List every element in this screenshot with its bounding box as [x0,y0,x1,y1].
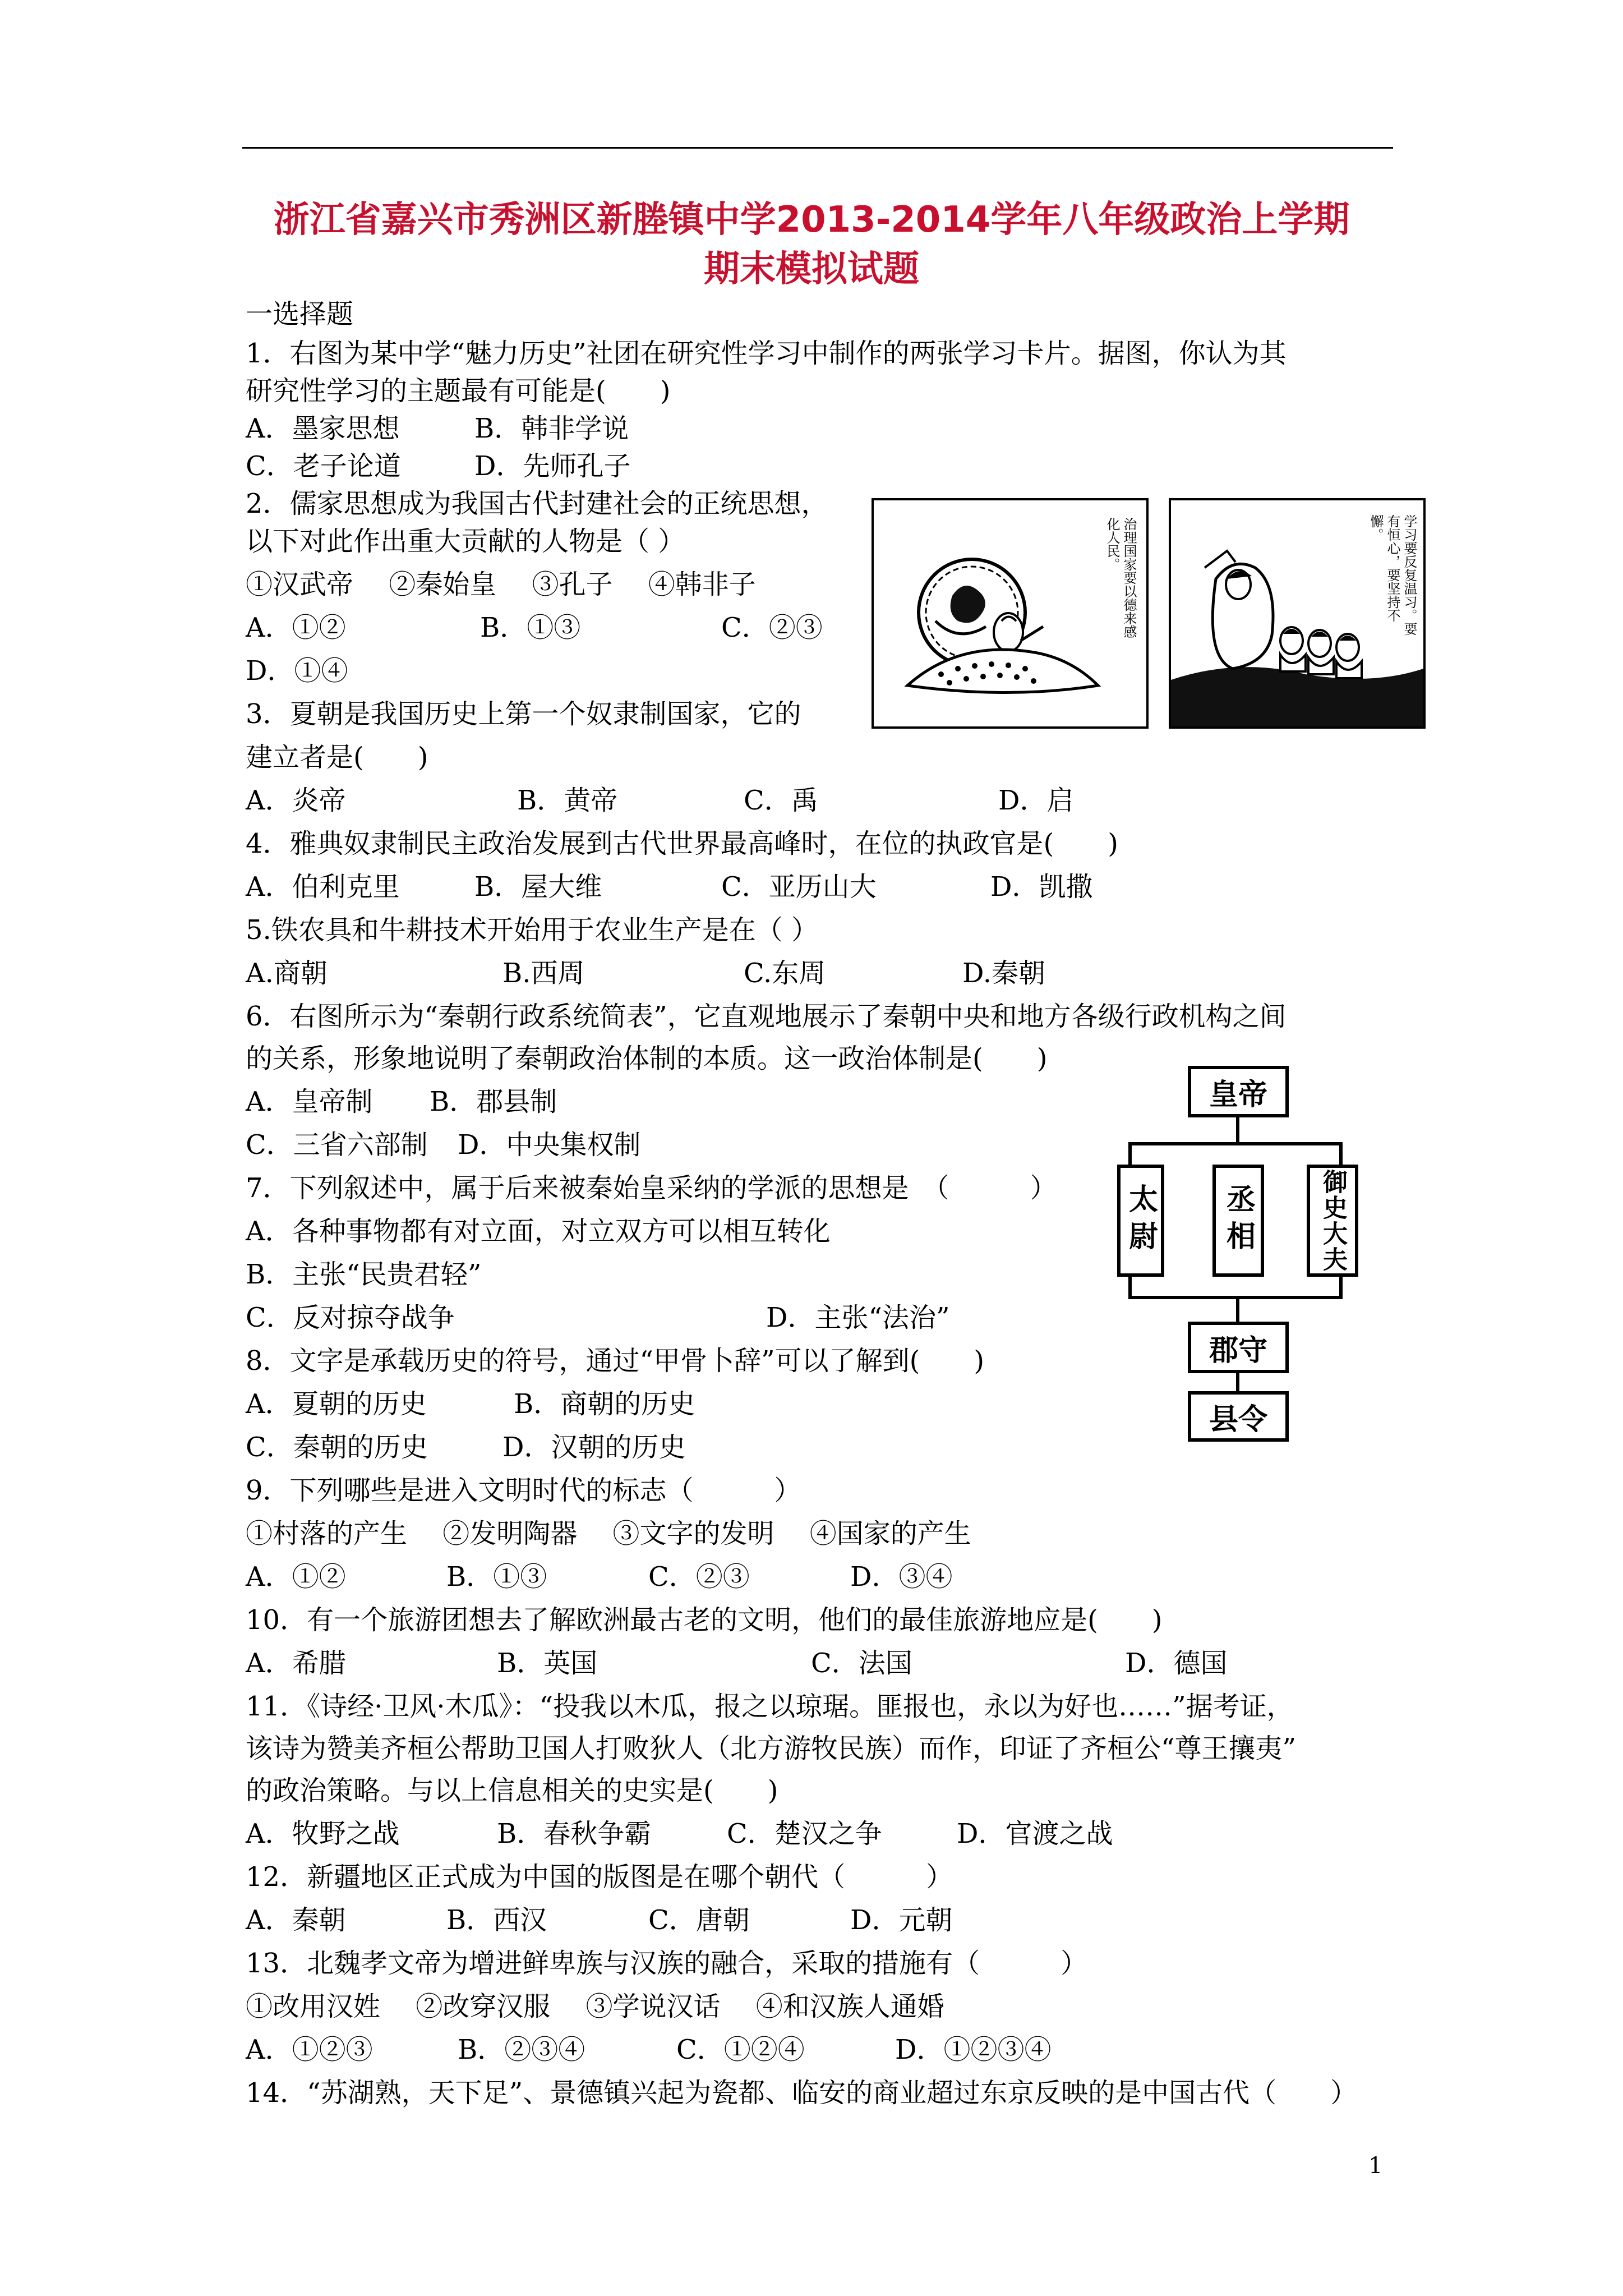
option-c: C.东周 [744,958,826,989]
question-8-text: 8．文字是承载历史的符号，通过“甲骨卜辞”可以了解到( ) [246,1345,985,1377]
option-b: B．韩非学说 [474,413,629,444]
option-b: B．②③④ [458,2034,585,2065]
question-4-text: 4．雅典奴隶制民主政治发展到古代世界最高峰时，在位的执政官是( ) [246,828,1118,859]
xianling-box: 县令 [1188,1391,1289,1442]
option-a: A．各种事物都有对立面，对立双方可以相互转化 [246,1216,831,1247]
option-d: D．凯撒 [990,871,1093,903]
question-7-text: 7．下列叙述中，属于后来被秦始皇采纳的学派的思想是 （ ） [246,1172,1057,1204]
page-number: 1 [1368,2153,1383,2179]
option-d: D．主张“法治” [766,1302,950,1333]
question-2-text: 2．儒家思想成为我国古代封建社会的正统思想， [246,488,828,519]
emperor-box: 皇帝 [1188,1066,1289,1117]
question-12-text: 12．新疆地区正式成为中国的版图是在哪个朝代（ ） [246,1861,953,1893]
option-b: B．①③ [480,612,581,643]
chengxiang-box: 丞相 [1212,1165,1264,1277]
connector-line [1236,1117,1239,1144]
question-2-text-cont: 以下对此作出重大贡献的人物是（ ） [246,526,685,557]
question-3-text: 3．夏朝是我国历史上第一个奴隶制国家，它的 [246,698,801,730]
option-b: B.西周 [502,958,585,989]
question-1-text-cont: 研究性学习的主题最有可能是( ) [246,375,671,407]
option-d: D．先师孔子 [474,450,631,482]
option-d: D.秦朝 [962,958,1046,989]
option-c: C．唐朝 [648,1904,750,1936]
option-a: A．秦朝 [246,1904,346,1936]
option-a: A．皇帝制 [246,1086,373,1117]
option-b: B．黄帝 [517,785,618,816]
option-c: C．①②④ [676,2034,805,2065]
connector-line [1128,1142,1343,1145]
option-d: D．中央集权制 [458,1129,641,1161]
option-b: B．英国 [497,1648,598,1679]
option-c: C．楚汉之争 [727,1818,882,1849]
option-b: B．西汉 [446,1904,547,1936]
option-b: B．郡县制 [430,1086,557,1117]
question-9-text: 9．下列哪些是进入文明时代的标志（ ） [246,1475,801,1506]
card-1-caption: 治理国家要以德来感化人民。 [1104,517,1137,638]
option-c: C．禹 [744,785,818,816]
option-c: C．②③ [721,612,823,643]
question-14-text: 14．“苏湖熟，天下足”、景德镇兴起为瓷都、临安的商业超过东京反映的是中国古代（ ） [246,2077,1358,2109]
option-d: D．③④ [850,1561,953,1593]
question-2-statements: ①汉武帝 ②秦始皇 ③孔子 ④韩非子 [246,569,756,600]
option-c: C．反对掠夺战争 [246,1302,455,1333]
study-card-2 [1169,498,1426,729]
taiwei-box: 太尉 [1117,1165,1164,1277]
option-b: B．①③ [446,1561,547,1593]
option-b: B．春秋争霸 [497,1818,652,1849]
option-d: D．①④ [246,655,348,687]
option-d: D．①②③④ [895,2034,1052,2065]
option-b: B．主张“民贵君轻” [246,1259,482,1290]
option-a: A．伯利克里 [246,871,400,903]
question-11-text: 11．《诗经·卫风·木瓜》：“投我以木瓜，报之以琼琚。匪报也，永以为好也……”据考证， [246,1691,1294,1722]
option-d: D．汉朝的历史 [502,1432,686,1463]
option-c: C．老子论道 [246,450,401,482]
connector-line [1236,1299,1239,1322]
question-6-text-cont: 的关系，形象地说明了秦朝政治体制的本质。这一政治体制是( ) [246,1043,1048,1074]
option-a: A．希腊 [246,1648,346,1679]
option-a: A．牧野之战 [246,1818,400,1849]
question-6-text: 6．右图所示为“秦朝行政系统简表”，它直观地展示了秦朝中央和地方各级行政机构之间 [246,1001,1287,1032]
option-a: A．墨家思想 [246,413,400,444]
option-c: C．②③ [648,1561,750,1593]
header-rule [242,147,1393,149]
page-title-line1: 浙江省嘉兴市秀洲区新塍镇中学2013-2014学年八年级政治上学期 [273,199,1350,241]
question-1-text: 1．右图为某中学“魅力历史”社团在研究性学习中制作的两张学习卡片。据图，你认为其 [246,338,1287,369]
question-13-text: 13．北魏孝文帝为增进鲜卑族与汉族的融合，采取的措施有（ ） [246,1948,1088,1979]
option-d: D．官渡之战 [957,1818,1113,1849]
option-a: A．夏朝的历史 [246,1388,427,1420]
question-11-text-cont: 该诗为赞美齐桓公帮助卫国人打败狄人（北方游牧民族）而作，印证了齐桓公“尊王攘夷” [246,1733,1297,1764]
option-a: A.商朝 [246,958,328,989]
section-heading: 一选择题 [246,298,354,330]
option-c: C．法国 [811,1648,912,1679]
question-3-text-cont: 建立者是( ) [246,742,428,773]
option-d: D．德国 [1125,1648,1228,1679]
option-d: D．启 [998,785,1074,816]
option-c: C．亚历山大 [721,871,877,903]
option-c: C．三省六部制 [246,1129,428,1161]
card-2-caption: 学习要反复温习。要有恒心，要坚持不懈。 [1368,514,1417,636]
option-b: B．屋大维 [474,871,602,903]
study-card-1 [872,498,1149,729]
question-11-text-cont2: 的政治策略。与以上信息相关的史实是( ) [246,1775,778,1806]
option-c: C．秦朝的历史 [246,1432,428,1463]
option-b: B．商朝的历史 [514,1388,695,1420]
question-13-statements: ①改用汉姓 ②改穿汉服 ③学说汉话 ④和汉族人通婚 [246,1991,944,2022]
question-10-text: 10．有一个旅游团想去了解欧洲最古老的文明，他们的最佳旅游地应是( ) [246,1604,1163,1636]
option-a: A．炎帝 [246,785,346,816]
question-5-text: 5.铁农具和牛耕技术开始用于农业生产是在（ ） [246,914,819,946]
connector-line [1236,1373,1239,1391]
option-d: D．元朝 [850,1904,953,1936]
option-a: A．①② [246,612,346,643]
connector-line [1128,1296,1343,1299]
yushi-dafu-box: 御史大夫 [1307,1165,1358,1277]
option-a: A．①② [246,1561,346,1593]
page-title-line2: 期末模拟试题 [704,249,919,290]
junshou-box: 郡守 [1188,1322,1289,1373]
option-a: A．①②③ [246,2034,373,2065]
question-9-statements: ①村落的产生 ②发明陶器 ③文字的发明 ④国家的产生 [246,1518,971,1549]
